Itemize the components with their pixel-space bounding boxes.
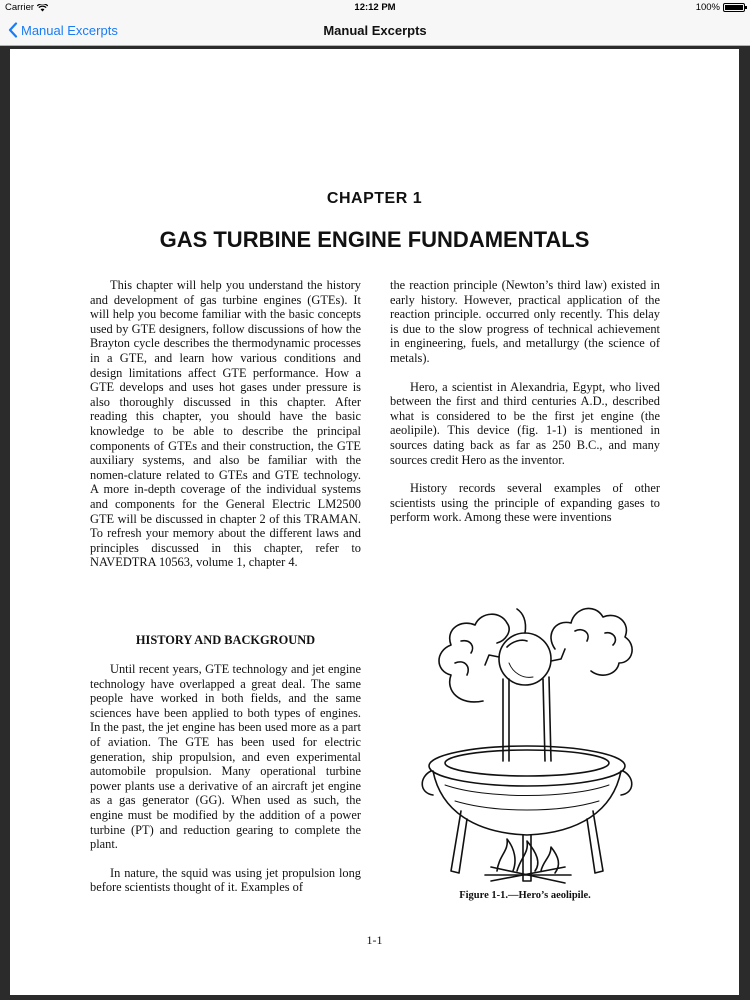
right-column	[390, 278, 660, 525]
document-page[interactable]	[10, 49, 739, 995]
status-bar	[0, 0, 750, 16]
figure-caption: Figure 1-1.—Hero’s aeolipile.	[459, 890, 591, 901]
section-heading: HISTORY AND BACKGROUND	[135, 633, 316, 647]
chapter-title: GAS TURBINE ENGINE FUNDAMENTALS	[159, 227, 590, 252]
intro-column	[90, 278, 361, 570]
chapter-label: CHAPTER 1	[326, 190, 423, 207]
carrier-label: Carrier	[5, 2, 35, 13]
page-number: 1-1	[366, 933, 383, 947]
aeolipile-illustration	[405, 571, 645, 891]
battery-percent: 100%	[695, 2, 720, 13]
navigation-bar	[0, 16, 750, 46]
battery-icon	[723, 3, 745, 12]
history-paragraph-1: Until recent years, GTE technology and jet engine technology have overlapped a great deal. The same people have worked in both fields, and the same sciences have been applied to both types of engines. In the past, the jet engine has been used more as a part of aviation. The GTE has been used for electric generation, ship propulsion, and even experimental automobile propulsion. Many operational turbine power plants use a derivative of an aircraft jet engine as a gas generator (GG). When used as such, the engine must be modified by the addition of a power turbine (PT) and reduction gearing to complete the plant.	[90, 662, 361, 852]
status-right	[696, 2, 745, 13]
history-column	[90, 662, 361, 895]
intro-paragraph: This chapter will help you understand the history and development of gas turbine engines (GTEs). It will help you become familiar with the basic concepts used by GTE designers, follow discussions of how the Brayton cycle describes the thermodynamic processes in a GTE, and learn how various conditions and design limitations affect GTE performance. How a GTE develops and uses hot gases under pressure is also thoroughly discussed in this chapter. After reading this chapter, you should have the basic knowledge to be able to describe the principal components of GTEs and their construction, the GTE auxiliary systems, and also be familiar with the nomen-clature related to GTEs and GTE technology. A more in-depth coverage of the individual systems and components for the General Electric LM2500 GTE will be discussed in chapter 2 of this TRAMAN. To refresh your memory about the different laws and principles discussed in this chapter, refer to NAVEDTRA 10563, volume 1, chapter 4.	[90, 278, 361, 570]
right-paragraph-1: the reaction principle (Newton’s third law) existed in early history. However, practical application of the reaction principle. occurred only recently. This delay is due to the slow progress of technical achievement in engineering, fuels, and metallurgy (the science of metals).	[390, 278, 660, 365]
history-paragraph-2: In nature, the squid was using jet propulsion long before scientists thought of it. Examples of	[90, 865, 361, 895]
right-paragraph-3: History records several examples of other scientists using the principle of expanding gases to perform work. Among these were inventions	[390, 481, 660, 525]
back-button-label: Manual Excerpts	[21, 22, 118, 38]
right-paragraph-2: Hero, a scientist in Alexandria, Egypt, who lived between the first and third centuries A.D., described what is considered to be the first jet engine (the aeolipile). This device (fig. 1-1) is mentioned in sources dating back as far as 250 B.C., and many sources credit Hero as the inventor.	[390, 379, 660, 467]
status-time: 12:12 PM	[354, 2, 396, 13]
nav-title: Manual Excerpts	[323, 23, 427, 38]
